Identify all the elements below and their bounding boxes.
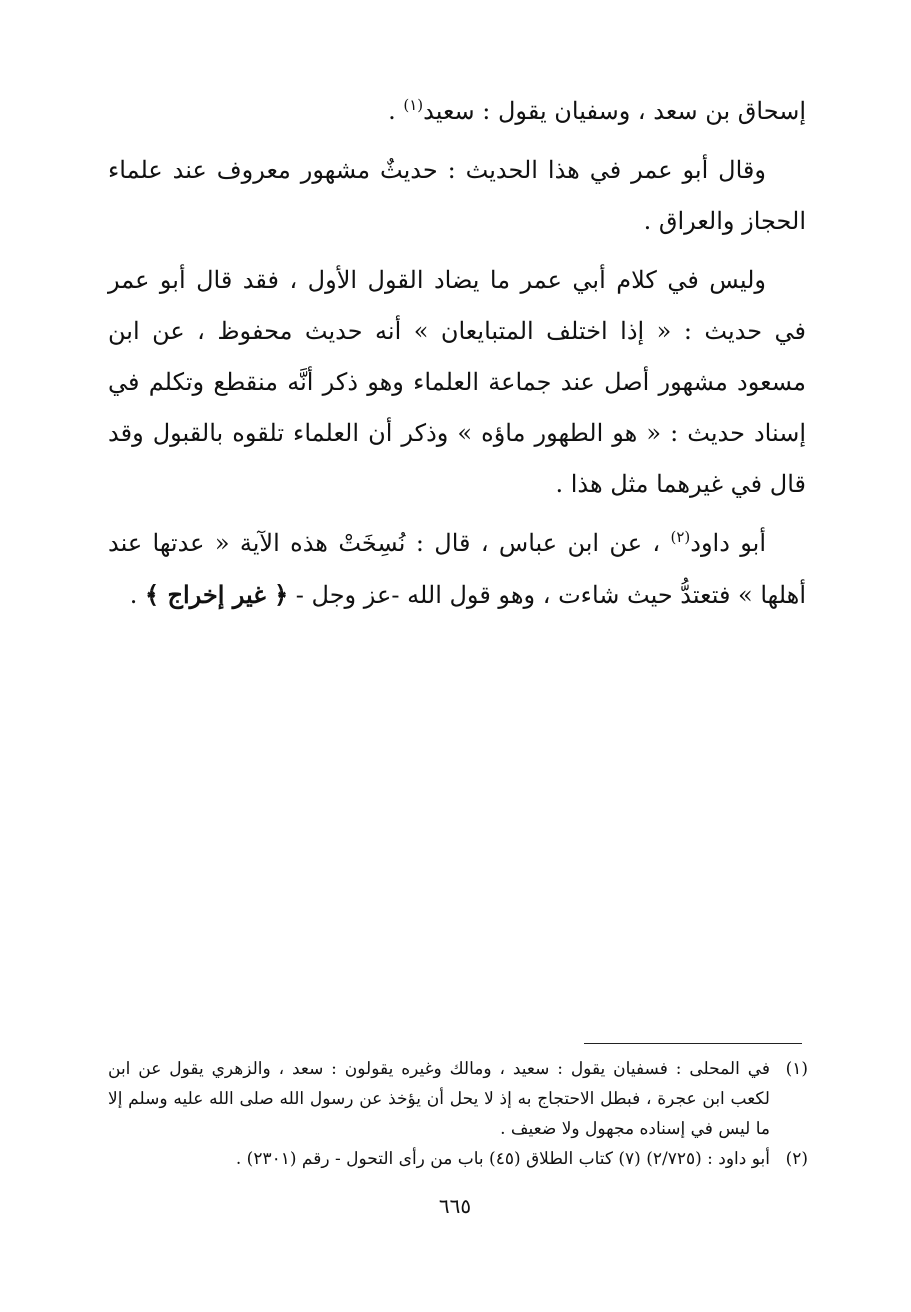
paragraph-1-text: إسحاق بن سعد ، وسفيان يقول : سعيد xyxy=(423,97,806,125)
paragraph-2: وقال أبو عمر في هذا الحديث : حديثٌ مشهور معروف عند علماء الحجاز والعراق . xyxy=(108,156,806,235)
paragraph-4 xyxy=(108,518,806,621)
quran-quote: ﴿ غير إخراج ﴾ xyxy=(145,580,289,609)
paragraph-1 xyxy=(108,86,806,137)
paragraph-4-start: أبو داود xyxy=(690,529,766,557)
footnote-2 xyxy=(108,1144,808,1174)
page-number: ٦٦٥ xyxy=(438,1194,472,1218)
paragraph-1-end: . xyxy=(388,97,404,125)
footnote-separator xyxy=(584,1043,802,1044)
footnote-ref-1[interactable]: (١) xyxy=(403,96,424,114)
footnote-2-number: (٢) xyxy=(785,1149,808,1169)
footnote-1-text: في المحلى : فسفيان يقول : سعيد ، ومالك وغيره يقولون : سعد ، والزهري يقول عن ابن لكعب ابن عجرة ، فبطل الاحتجاج به إذ لا يحل أن يؤخذ عن رسول الله صلى الله عليه وسلم إلا ما ليس في إسناده مجهول ولا ضعيف . xyxy=(108,1059,770,1139)
paragraph-4-end: . xyxy=(129,581,146,609)
footnote-ref-2[interactable]: (٢) xyxy=(670,528,691,546)
footnote-1 xyxy=(108,1054,808,1144)
footnote-1-number: (١) xyxy=(785,1059,808,1079)
main-text xyxy=(108,86,806,621)
paragraph-4-middle: ، عن ابن عباس ، قال : نُسِخَتْ هذه الآية « عدتها عند أهلها » فتعتدُّ حيث شاءت ، وهو قول الله -عز وجل - xyxy=(108,529,806,609)
footnotes xyxy=(108,1054,808,1174)
footnote-2-text: أبو داود : (٢/٧٢٥) (٧) كتاب الطلاق (٤٥) باب من رأى التحول - رقم (٢٣٠١) . xyxy=(235,1149,770,1169)
paragraph-3: وليس في كلام أبي عمر ما يضاد القول الأول ، فقد قال أبو عمر في حديث : « إذا اختلف المتبايعان » أنه حديث محفوظ ، عن ابن مسعود مشهور أصل عند جماعة العلماء وهو ذكر أنَّه منقطع وتكلم في إسناد حديث : « هو الطهور ماؤه » وذكر أن العلماء تلقوه بالقبول وقد قال في غيرهما مثل هذا . xyxy=(108,266,806,498)
